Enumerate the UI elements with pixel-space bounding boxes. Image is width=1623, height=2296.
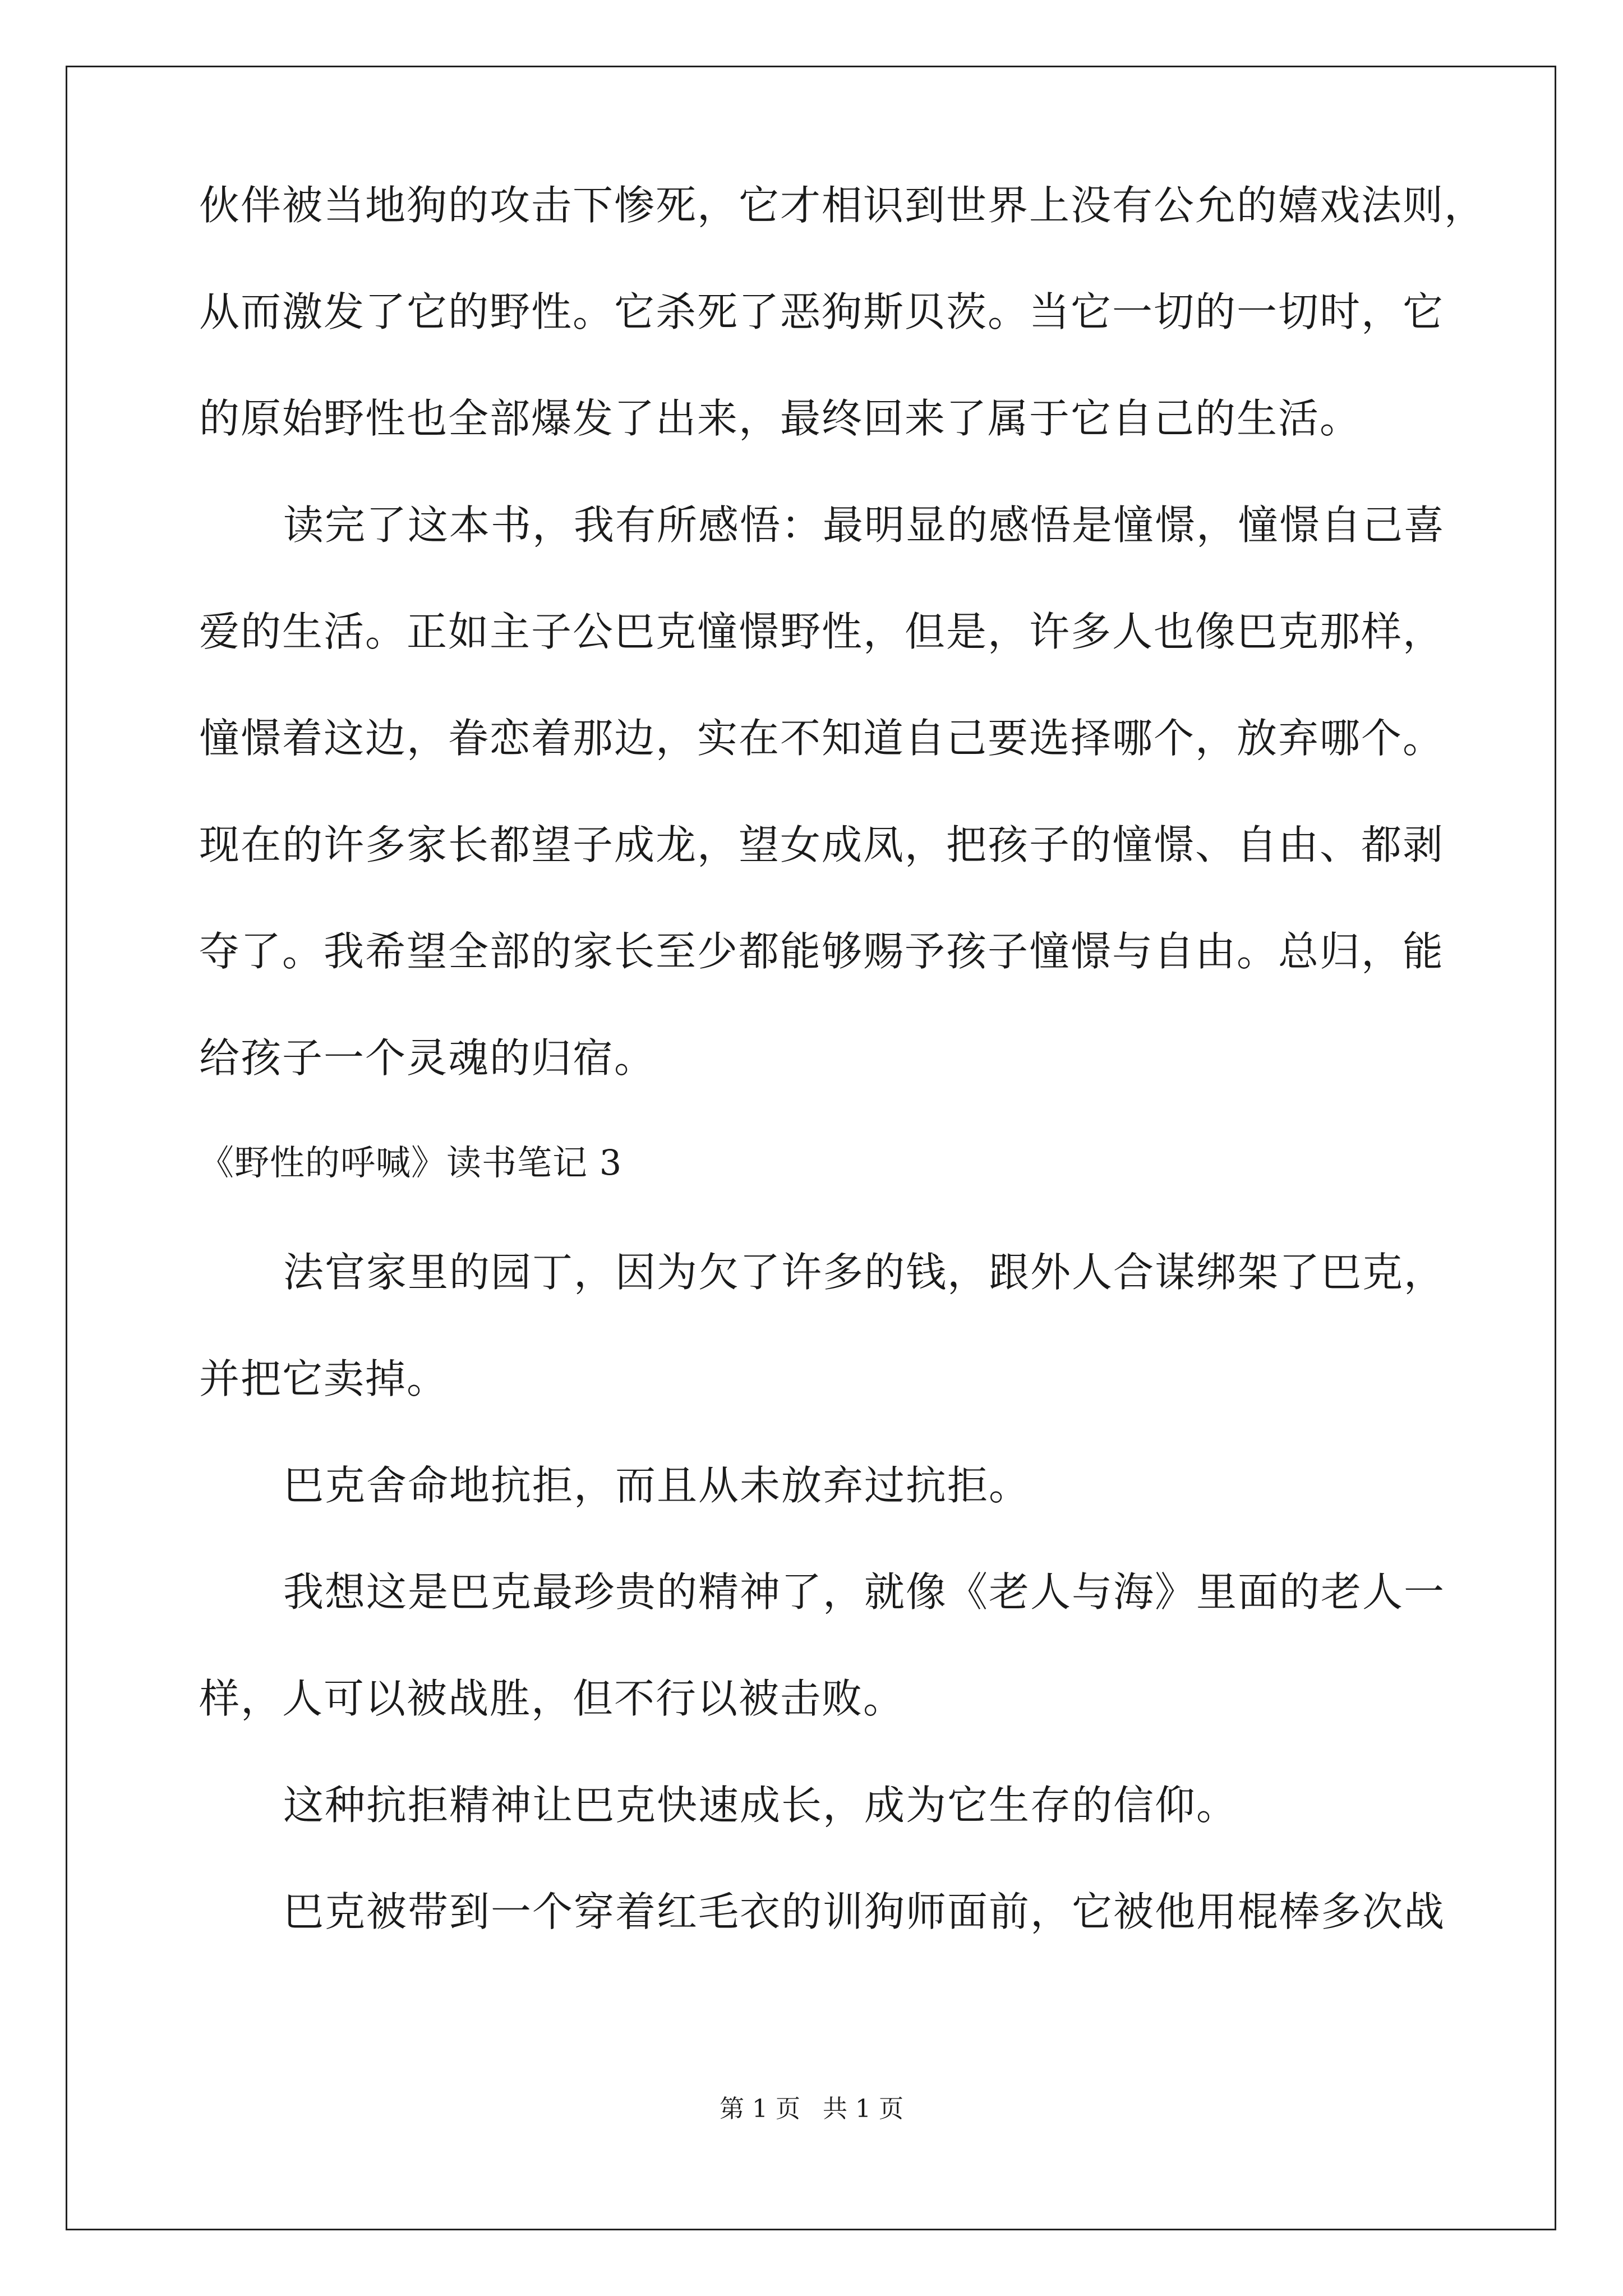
text-line: 给孩子一个灵魂的归宿。 [199,1034,656,1082]
page-number: 第 1 页 [720,2095,800,2123]
paragraph-start-line: 巴克舍命地抗拒，而且从未放弃过抗拒。 [283,1462,1031,1509]
paragraph-start-line: 读完了这本书，我有所感悟：最明显的感悟是憧憬，憧憬自己喜 [283,501,1446,549]
text-line: 样，人可以被战胜，但不行以被击败。 [199,1675,905,1722]
page-total: 共 1 页 [823,2095,903,2123]
text-line: 从而激发了它的野性。它杀死了恶狗斯贝茨。当它一切的一切时，它 [199,288,1445,335]
paragraph-start-line: 巴克被带到一个穿着红毛衣的训狗师面前，它被他用棍棒多次战 [283,1888,1446,1935]
paragraph-start-line: 法官家里的园丁，因为欠了许多的钱，跟外人合谋绑架了巴克， [283,1249,1446,1296]
text-line: 并把它卖掉。 [199,1355,449,1402]
text-line: 爱的生活。正如主子公巴克憧憬野性，但是，许多人也像巴克那样， [199,608,1445,655]
text-line: 现在的许多家长都望子成龙，望女成凤，把孩子的憧憬、自由、都剥 [199,821,1445,868]
text-line: 伙伴被当地狗的攻击下惨死，它才相识到世界上没有公允的嬉戏法则， [199,182,1486,229]
section-heading: 《野性的呼喊》读书笔记 3 [199,1142,623,1183]
text-line: 夺了。我希望全部的家长至少都能够赐予孩子憧憬与自由。总归，能 [199,928,1445,975]
page-footer [0,2097,1623,2122]
paragraph-start-line: 我想这是巴克最珍贵的精神了，就像《老人与海》里面的老人一 [283,1568,1446,1616]
text-line: 憧憬着这边，眷恋着那边，实在不知道自己要选择哪个，放弃哪个。 [199,715,1445,762]
text-line: 的原始野性也全部爆发了出来，最终回来了属于它自己的生活。 [199,395,1362,442]
paragraph-start-line: 这种抗拒精神让巴克快速成长，成为它生存的信仰。 [283,1782,1238,1829]
